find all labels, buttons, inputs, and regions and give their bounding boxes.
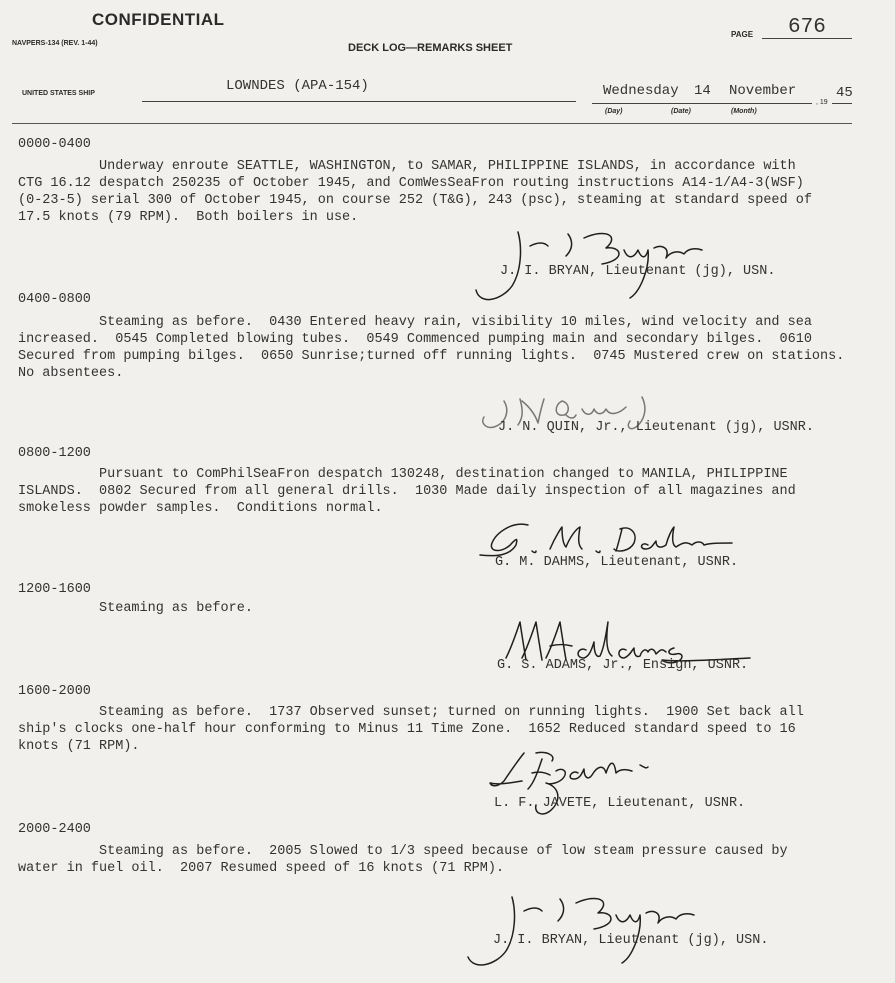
watch-time: 0400-0800: [18, 292, 91, 307]
ship-name-underline: [142, 101, 576, 102]
day-caption: (Day): [605, 108, 623, 115]
officer-signature: L. F. JAVETE, Lieutenant, USNR.: [494, 796, 746, 811]
watch-time: 1200-1600: [18, 582, 91, 597]
log-line: ship's clocks one-half hour conforming to Minus 11 Time Zone. 1652 Reduced standard speed to 16: [18, 722, 796, 737]
watch-time: 2000-2400: [18, 822, 91, 837]
watch-time: 0000-0400: [18, 137, 91, 152]
page-label: PAGE: [731, 30, 754, 39]
log-line: knots (71 RPM).: [18, 739, 140, 754]
year-value: 45: [836, 85, 853, 101]
ship-label: UNITED STATES SHIP: [22, 90, 95, 97]
handwritten-signature-dahms: [470, 515, 750, 560]
date-caption: (Date): [671, 108, 691, 115]
date-underline: [592, 103, 812, 104]
month-value: November: [729, 83, 797, 99]
header-rule: [12, 123, 852, 124]
officer-signature: J. I. BRYAN, Lieutenant (jg), USN.: [493, 933, 769, 948]
log-line: Secured from pumping bilges. 0650 Sunrise;turned off running lights. 0745 Mustered crew on stations.: [18, 349, 845, 364]
watch-time: 0800-1200: [18, 446, 91, 461]
date-value: 14: [694, 83, 711, 99]
log-line: water in fuel oil. 2007 Resumed speed of 16 knots (71 RPM).: [18, 861, 505, 876]
officer-signature: J. N. QUIN, Jr., Lieutenant (jg), USNR.: [498, 420, 814, 435]
log-line: Steaming as before. 0430 Entered heavy rain, visibility 10 miles, wind velocity and sea: [18, 315, 812, 330]
officer-signature: J. I. BRYAN, Lieutenant (jg), USN.: [500, 264, 776, 279]
log-line: CTG 16.12 despatch 250235 of October 1945, and ComWesSeaFron routing instructions A14-1/A4-3(WSF): [18, 176, 804, 191]
log-line: (0-23-5) serial 300 of October 1945, on course 252 (T&G), 243 (psc), steaming at standard speed of: [18, 193, 812, 208]
sheet-title: DECK LOG—REMARKS SHEET: [348, 42, 513, 54]
page-number: 676: [788, 16, 826, 39]
handwritten-signature-javete: [480, 745, 680, 825]
watch-time: 1600-2000: [18, 684, 91, 699]
log-line: Underway enroute SEATTLE, WASHINGTON, to SAMAR, PHILIPPINE ISLANDS, in accordance with: [18, 159, 796, 174]
log-line: increased. 0545 Completed blowing tubes. 0549 Commenced pumping main and secondary bilges. 0610: [18, 332, 812, 347]
log-line: Steaming as before.: [18, 601, 253, 616]
log-line: smokeless powder samples. Conditions normal.: [18, 501, 383, 516]
day-value: Wednesday: [603, 83, 679, 99]
month-caption: (Month): [731, 108, 757, 115]
century-label: , 19: [816, 99, 828, 106]
year-underline: [832, 103, 852, 104]
officer-signature: G. M. DAHMS, Lieutenant, USNR.: [495, 555, 739, 570]
officer-signature: G. S. ADAMS, Jr., Ensign, USNR.: [497, 658, 749, 673]
log-line: Steaming as before. 2005 Slowed to 1/3 speed because of low steam pressure caused by: [18, 844, 788, 859]
form-identifier: NAVPERS-134 (REV. 1-44): [12, 40, 98, 47]
log-line: Pursuant to ComPhilSeaFron despatch 130248, destination changed to MANILA, PHILIPPINE: [18, 467, 788, 482]
log-line: ISLANDS. 0802 Secured from all general drills. 1030 Made daily inspection of all magazines and: [18, 484, 796, 499]
log-line: No absentees.: [18, 366, 124, 381]
log-line: Steaming as before. 1737 Observed sunset; turned on running lights. 1900 Set back all: [18, 705, 804, 720]
log-line: 17.5 knots (79 RPM). Both boilers in use.: [18, 210, 359, 225]
confidential-marking: CONFIDENTIAL: [92, 10, 225, 29]
ship-name: LOWNDES (APA-154): [226, 78, 369, 94]
